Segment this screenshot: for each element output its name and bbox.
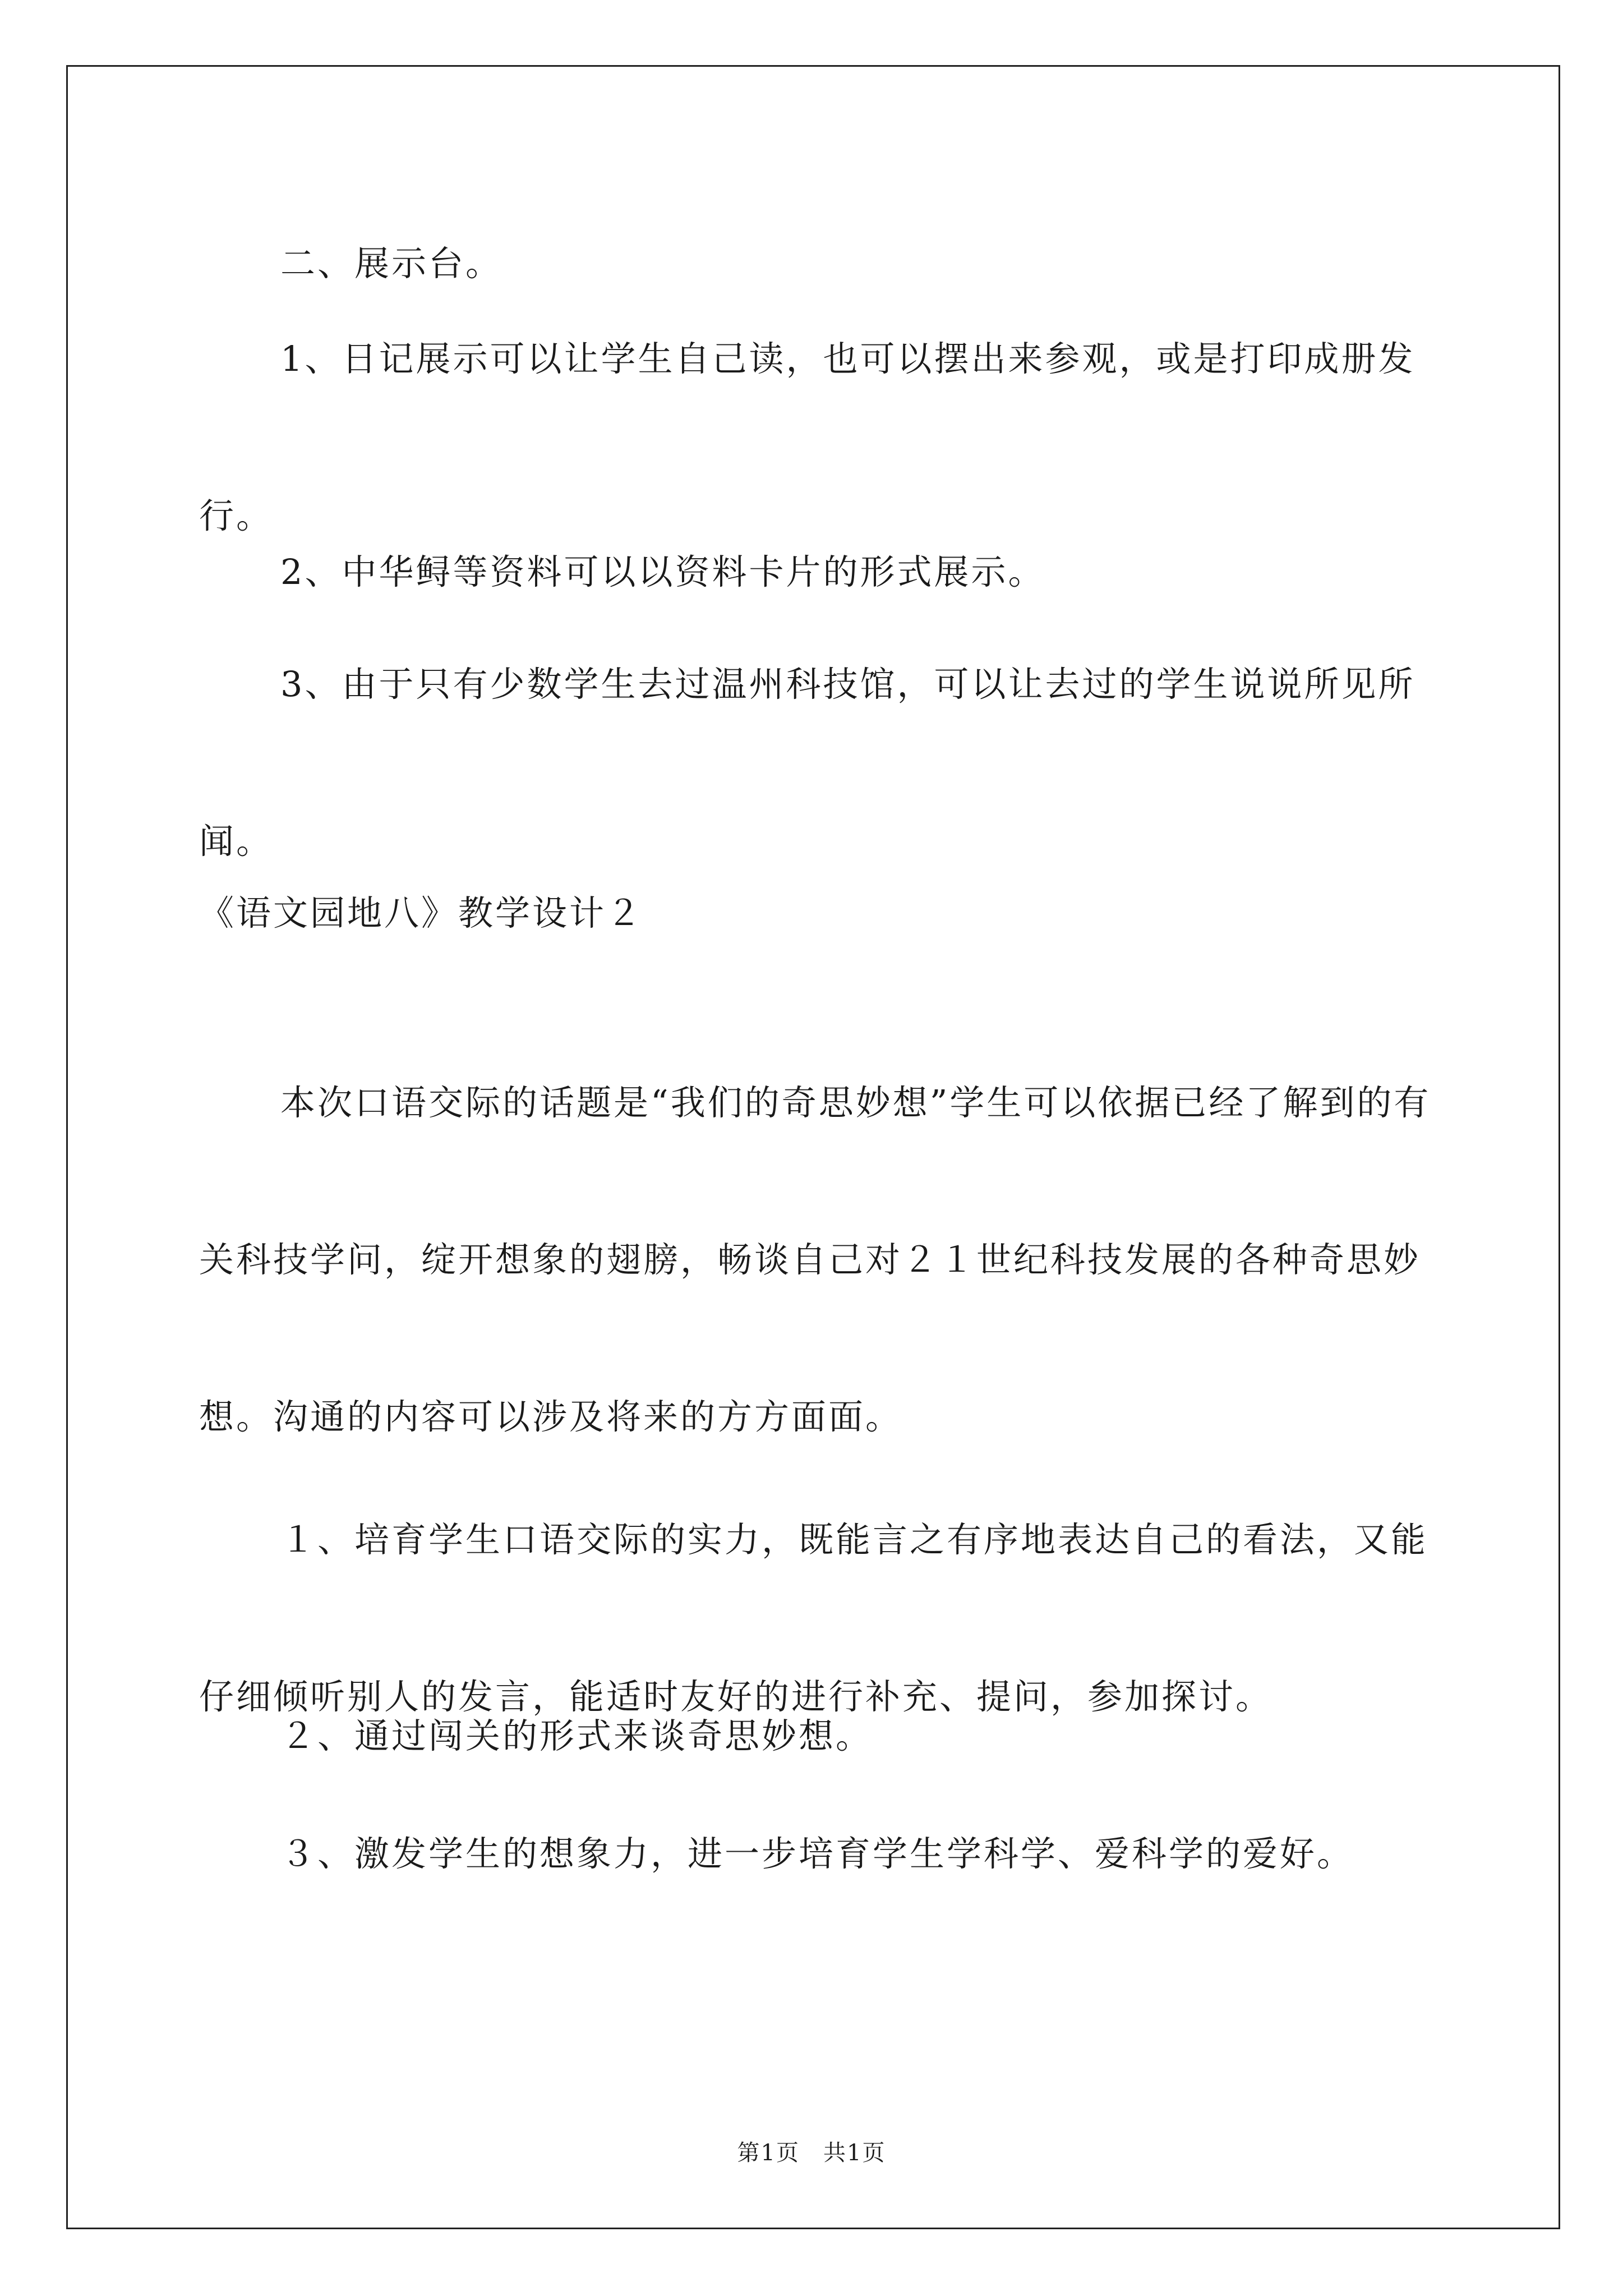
section-heading-showcase: 二、展示台。 bbox=[280, 243, 503, 284]
list-item: 2、中华鲟等资料可以以资料卡片的形式展示。 bbox=[280, 551, 1045, 592]
list-item: ３、激发学生的想象力，进一步培育学生学科学、爱科学的爱好。 bbox=[280, 1833, 1354, 1874]
list-item: 3、由于只有少数学生去过温州科技馆，可以让去过的学生说说所见所闻。 bbox=[199, 664, 1415, 862]
intro-paragraph: 本次口语交际的话题是“我们的奇思妙想”学生可以依据已经了解到的有关科技学问，绽开想象的翅膀，畅谈自己对２１世纪科技发展的各种奇思妙想。沟通的内容可以涉及将来的方方面面。 bbox=[199, 1082, 1431, 1437]
list-item: 1、日记展示可以让学生自己读，也可以摆出来参观，或是打印成册发行。 bbox=[199, 338, 1415, 536]
document-subtitle: 《语文园地八》教学设计２ bbox=[199, 892, 644, 933]
list-item: １、培育学生口语交际的实力，既能言之有序地表达自己的看法，又能仔细倾听别人的发言，能适时友好的进行补充、提问，参加探讨。 bbox=[199, 1519, 1428, 1717]
list-item: ２、通过闯关的形式来谈奇思妙想。 bbox=[280, 1715, 873, 1756]
page-footer: 第1页 共1页 bbox=[737, 2140, 886, 2166]
